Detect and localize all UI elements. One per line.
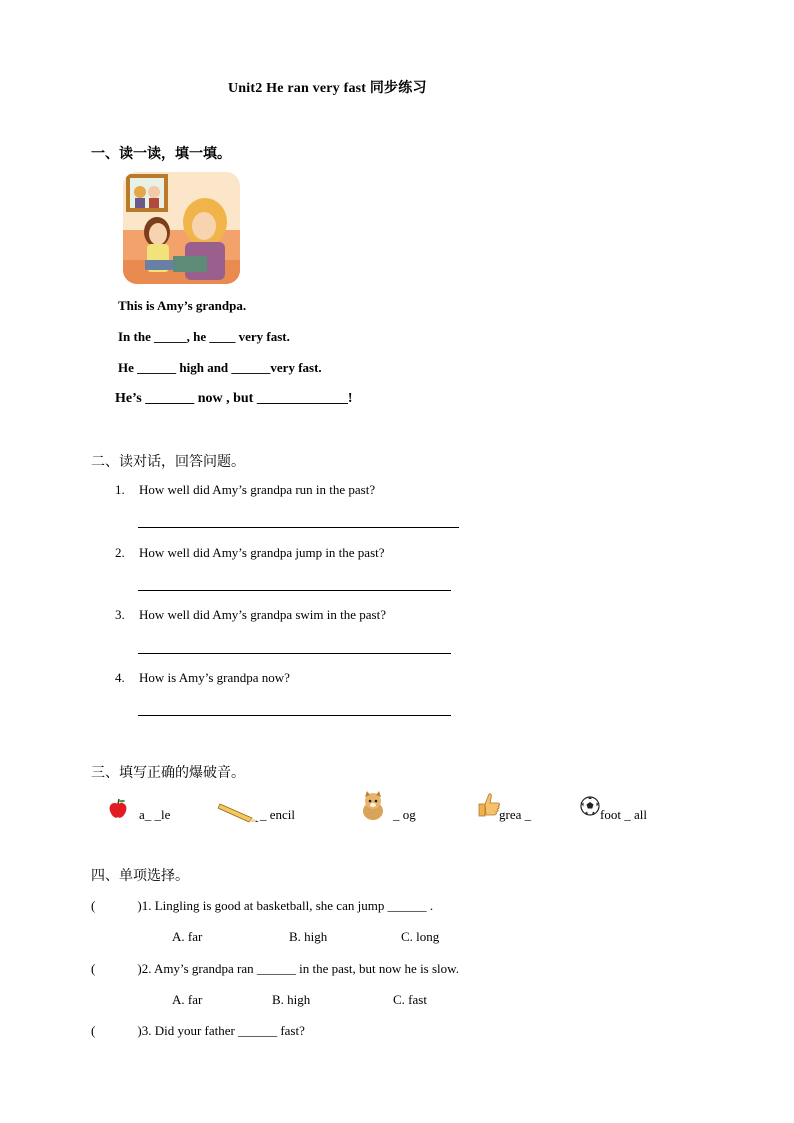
option-b: B. high [272,992,311,1007]
answer-bracket-open[interactable]: ( [91,1023,96,1038]
word-great: grea _ [499,807,532,822]
apple-icon [107,798,129,820]
answer-bracket-open[interactable]: ( [91,898,96,913]
answer-line-4[interactable] [138,715,451,716]
section1-heading: 一、读一读，填一填。 [91,146,231,162]
page-title: Unit2 He ran very fast 同步练习 [228,81,427,96]
option-a: A. far [172,992,203,1007]
mc-question-text: 2. Amy’s grandpa ran ______ in the past, but now he is slow. [141,961,459,976]
question-number: 4. [115,670,125,685]
answer-bracket-close[interactable]: ) [137,961,142,976]
word-apple: a_ _le [139,807,171,822]
word-football: foot _ all [600,807,647,822]
section2-heading: 二、读对话，回答问题。 [91,454,245,470]
fill-line-3: He ______ high and ______very fast. [118,360,322,375]
fill-line-1: This is Amy’s grandpa. [118,298,247,313]
answer-bracket-close[interactable]: ) [137,1023,142,1038]
pencil-icon [218,801,260,823]
option-c: C. long [401,929,440,944]
question-number: 2. [115,545,125,560]
family-picture [123,172,240,284]
fill-line-2: In the _____, he ____ very fast. [118,329,290,344]
question-3 [115,607,386,623]
option-b: B. high [289,929,328,944]
question-text: How well did Amy’s grandpa jump in the past? [139,545,385,560]
mc-question-1 [91,898,433,914]
option-c: C. fast [393,992,427,1007]
answer-bracket-close[interactable]: ) [137,898,142,913]
word-dog: _ og [393,807,416,822]
mc-question-text: 3. Did your father ______ fast? [141,1023,305,1038]
answer-bracket-open[interactable]: ( [91,961,96,976]
section4-heading: 四、单项选择。 [91,868,189,884]
football-icon [580,796,600,816]
answer-line-2[interactable] [138,590,451,591]
question-text: How is Amy’s grandpa now? [139,670,290,685]
option-a: A. far [172,929,203,944]
answer-line-3[interactable] [138,653,451,654]
question-4 [115,670,290,686]
question-text: How well did Amy’s grandpa run in the past? [139,482,376,497]
answer-line-1[interactable] [138,527,459,528]
word-pencil: _ encil [260,807,296,822]
mc-question-2 [91,961,459,977]
question-1 [115,482,375,498]
question-number: 3. [115,607,125,622]
question-2 [115,545,385,561]
mc-question-3 [91,1023,305,1039]
fill-line-4: He’s _______ now , but _____________! [115,391,353,406]
question-number: 1. [115,482,125,497]
mc-question-text: 1. Lingling is good at basketball, she can jump ______ . [141,898,434,913]
dog-icon [360,791,386,821]
question-text: How well did Amy’s grandpa swim in the past? [139,607,386,622]
thumbs-up-icon [477,792,501,820]
section3-heading: 三、填写正确的爆破音。 [91,765,245,781]
